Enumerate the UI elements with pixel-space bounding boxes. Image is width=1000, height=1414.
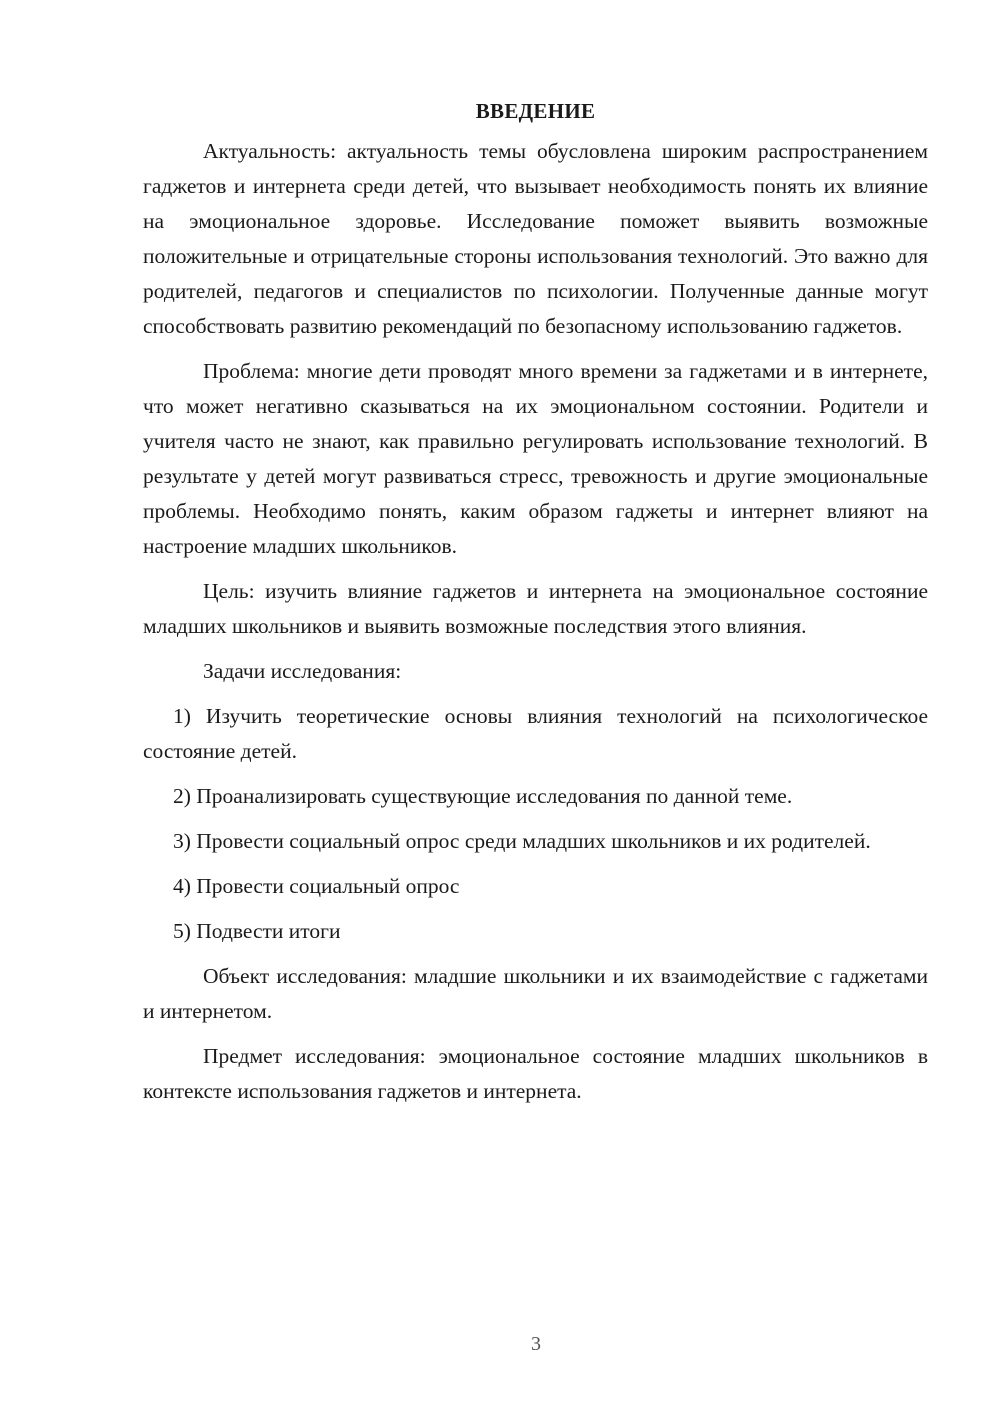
task-item-4: 4) Провести социальный опрос — [173, 874, 460, 898]
section-title: ВВЕДЕНИЕ — [475, 99, 596, 123]
task-item-5: 5) Подвести итоги — [173, 919, 341, 943]
task-item-2: 2) Проанализировать существующие исследования по данной теме. — [173, 784, 793, 808]
page-number: 3 — [531, 1333, 541, 1355]
object-paragraph: Объект исследования: младшие школьники и их взаимодействие с гаджетами и интернетом. — [143, 964, 928, 1023]
document-page — [143, 96, 928, 1119]
task-item-1: 1) Изучить теоретические основы влияния технологий на психологическое состояние детей. — [143, 704, 928, 763]
relevance-paragraph: Актуальность: актуальность темы обусловлена широким распространением гаджетов и интернета среди детей, что вызывает необходимость понять их влияние на эмоциональное здоровье. Исследование поможет выявить возможные положительные и отрицательные стороны использования технологий. Это важно для родителей, педагогов и специалистов по психологии. Полученные данные могут способствовать развитию рекомендаций по безопасному использованию гаджетов. — [143, 139, 928, 338]
tasks-heading: Задачи исследования: — [203, 659, 402, 683]
problem-paragraph: Проблема: многие дети проводят много времени за гаджетами и в интернете, что может негативно сказываться на их эмоциональном состоянии. Родители и учителя часто не знают, как правильно регулировать использование технологий. В результате у детей могут развиваться стресс, тревожность и другие эмоциональные проблемы. Необходимо понять, каким образом гаджеты и интернет влияют на настроение младших школьников. — [143, 359, 928, 558]
task-item-3: 3) Провести социальный опрос среди младших школьников и их родителей. — [173, 829, 871, 853]
subject-paragraph: Предмет исследования: эмоциональное состояние младших школьников в контексте использования гаджетов и интернета. — [143, 1044, 928, 1103]
goal-paragraph: Цель: изучить влияние гаджетов и интернета на эмоциональное состояние младших школьников и выявить возможные последствия этого влияния. — [143, 579, 928, 638]
